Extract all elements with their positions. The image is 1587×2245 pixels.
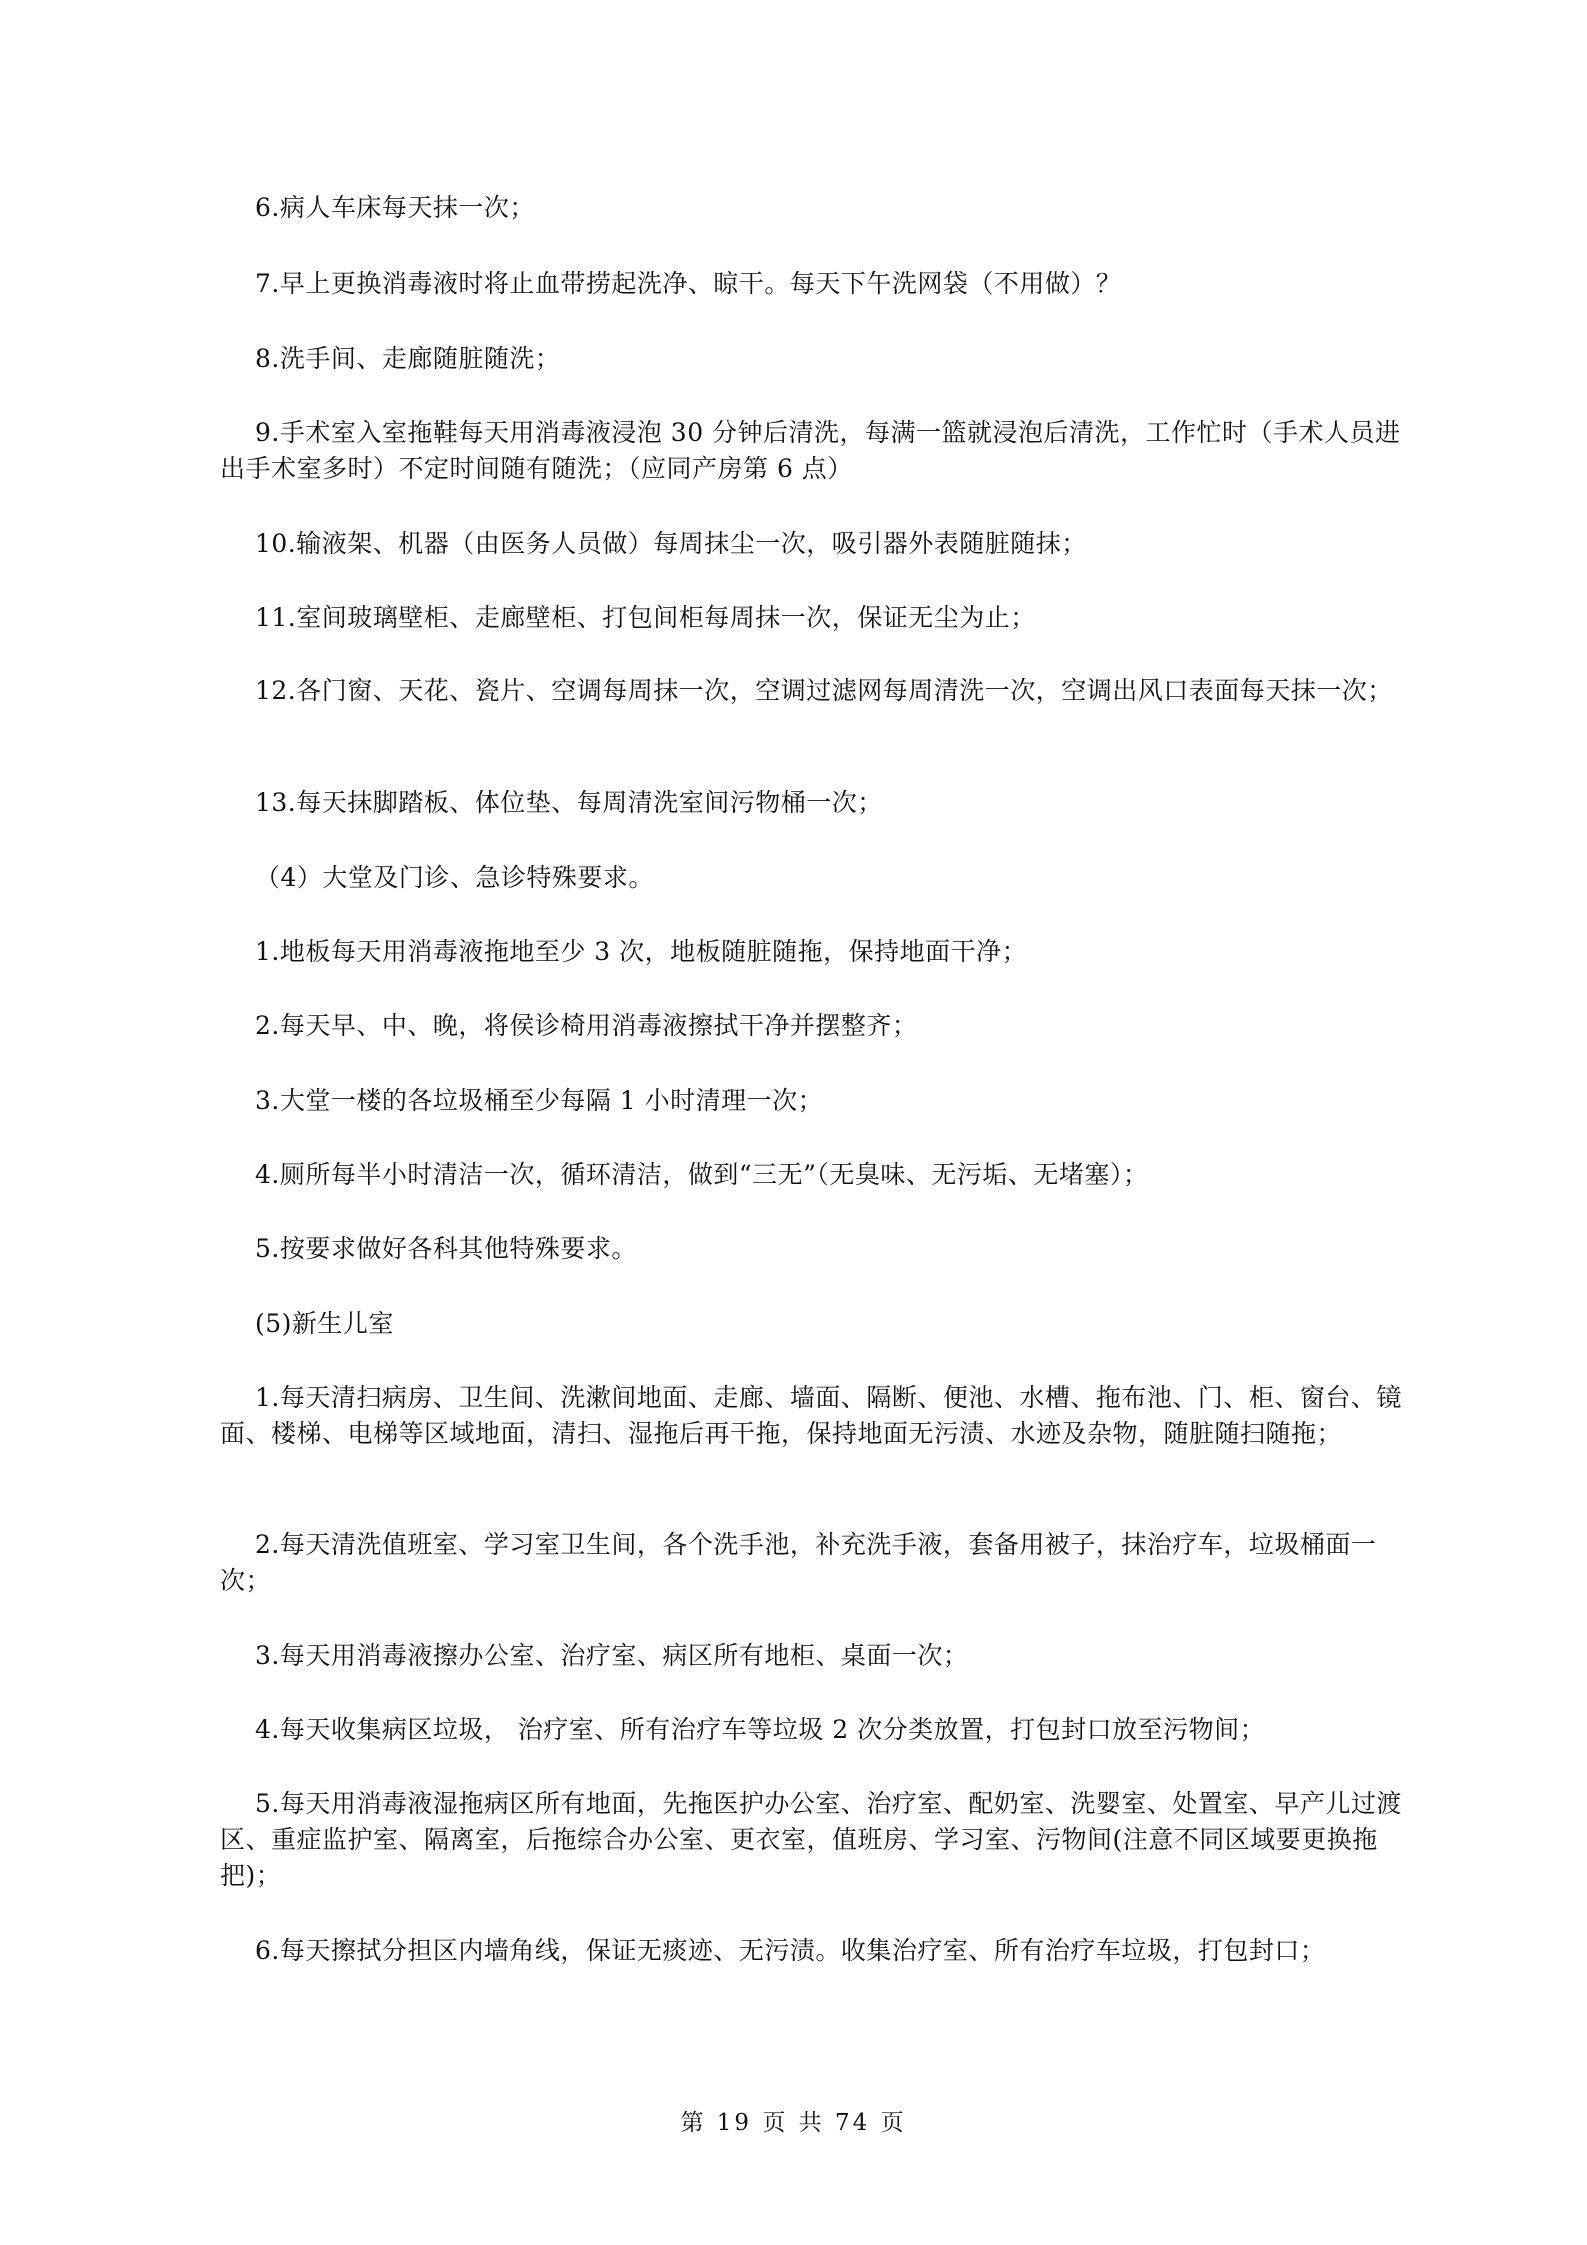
paragraph-lobby-3-trash: 3.大堂一楼的各垃圾桶至少每隔 1 小时清理一次； — [255, 1086, 824, 1115]
footer-total-pages: 74 — [834, 2110, 871, 2136]
paragraph-item-9-slippers: 9.手术室入室拖鞋每天用消毒液浸泡 30 分钟后清洗，每满一篮就浸泡后清洗，工作忙时（手术人员进出手术室多时）不定时间随有随洗；（应同产房第 6 点） — [220, 418, 1401, 483]
paragraph-item-12-windows: 12.各门窗、天花、瓷片、空调每周抹一次，空调过滤网每周清洗一次，空调出风口表面每天抹一次； — [255, 676, 1393, 705]
paragraph-neonatal-2-duty-room: 2.每天清洗值班室、学习室卫生间，各个洗手池，补充洗手液，套备用被子，抹治疗车，垃圾桶面一次； — [220, 1530, 1377, 1595]
paragraph-lobby-4-toilet: 4.厕所每半小时清洁一次，循环清洁，做到“三无”（无臭味、无污垢、无堵塞）； — [255, 1160, 1149, 1189]
section-heading-neonatal: (5)新生儿室 — [255, 1309, 394, 1338]
paragraph-item-13-footboard: 13.每天抹脚踏板、体位垫、每周清洗室间污物桶一次； — [255, 788, 883, 817]
footer-label-page: 第 — [680, 2110, 707, 2136]
paragraph-item-10-iv-stand: 10.输液架、机器（由医务人员做）每周抹尘一次，吸引器外表随脏随抹； — [255, 529, 1087, 558]
paragraph-neonatal-1-cleaning: 1.每天清扫病房、卫生间、洗漱间地面、走廊、墙面、隔断、便池、水槽、拖布池、门、柜、窗台、镜面、楼梯、电梯等区域地面，清扫、湿拖后再干拖，保持地面无污渍、水迹及杂物，随脏随扫随拖； — [220, 1383, 1402, 1448]
paragraph-item-6-trolley: 6.病人车床每天抹一次； — [255, 193, 535, 222]
footer-current-page: 19 — [716, 2110, 753, 2136]
paragraph-neonatal-6-baseboard: 6.每天擦拭分担区内墙角线，保证无痰迹、无污渍。收集治疗室、所有治疗车垃圾，打包封口； — [255, 1936, 1326, 1965]
page-footer — [0, 2108, 1587, 2138]
paragraph-item-8-restroom: 8.洗手间、走廊随脏随洗； — [255, 344, 561, 373]
paragraph-item-11-cabinets: 11.室间玻璃壁柜、走廊壁柜、打包间柜每周抹一次，保证无尘为止； — [255, 603, 1036, 632]
section-heading-lobby: （4）大堂及门诊、急诊特殊要求。 — [255, 863, 654, 892]
paragraph-neonatal-4-waste: 4.每天收集病区垃圾， 治疗室、所有治疗车等垃圾 2 次分类放置，打包封口放至污物间； — [255, 1715, 1266, 1744]
paragraph-neonatal-5-mopping: 5.每天用消毒液湿拖病区所有地面，先拖医护办公室、治疗室、配奶室、洗婴室、处置室、早产儿过渡区、重症监护室、隔离室，后拖综合办公室、更衣室，值班房、学习室、污物间(注意不同区域要更换拖把)； — [220, 1789, 1402, 1890]
paragraph-lobby-1-floor: 1.地板每天用消毒液拖地至少 3 次，地板随脏随拖，保持地面干净； — [255, 937, 1028, 966]
footer-label-pages: 页 — [880, 2110, 907, 2136]
paragraph-item-7-tourniquet: 7.早上更换消毒液时将止血带捞起洗净、晾干。每天下午洗网袋（不用做）？ — [255, 269, 1122, 298]
paragraph-lobby-5-other: 5.按要求做好各科其他特殊要求。 — [255, 1234, 637, 1263]
paragraph-neonatal-3-disinfect: 3.每天用消毒液擦办公室、治疗室、病区所有地柜、桌面一次； — [255, 1641, 969, 1670]
footer-label-of: 页 共 — [762, 2110, 825, 2136]
paragraph-lobby-2-chairs: 2.每天早、中、晚，将侯诊椅用消毒液擦拭干净并摆整齐； — [255, 1011, 918, 1040]
